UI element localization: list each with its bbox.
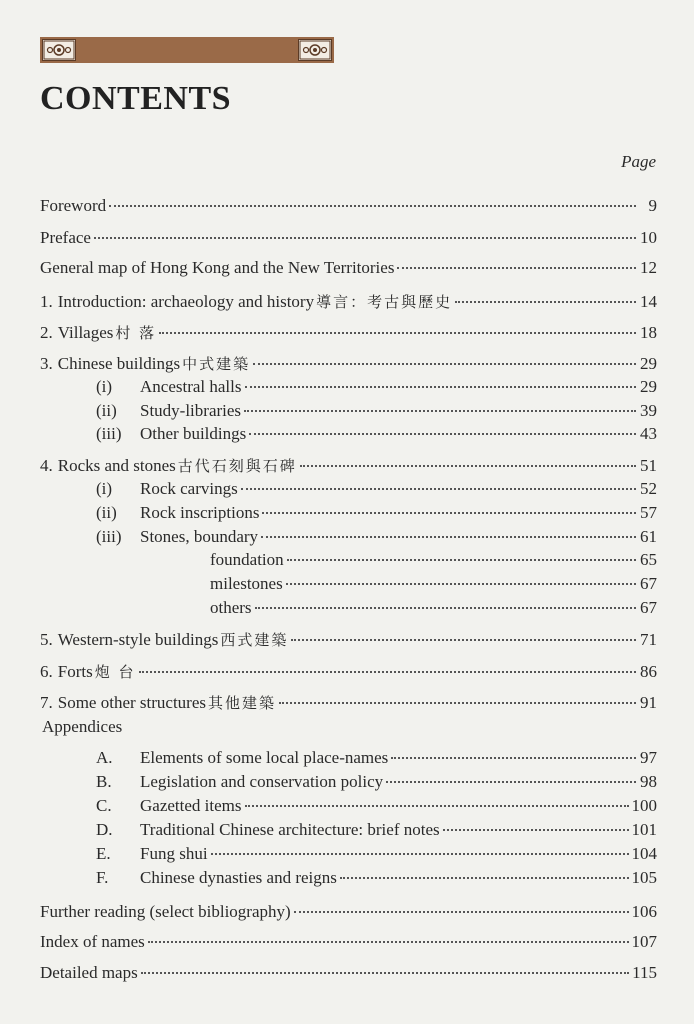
toc-entry-page: 115 (632, 963, 657, 982)
toc-entry (40, 258, 657, 278)
toc-entry-number: 1. (40, 292, 53, 311)
toc-entry-page: 29 (640, 377, 657, 396)
dot-leader (141, 972, 629, 974)
toc-entry-title: Preface (40, 228, 91, 247)
toc-entry-number: 7. (40, 693, 53, 712)
toc-entry-page: 86 (640, 662, 657, 681)
toc-entry-number: F. (96, 868, 109, 887)
ornament-icon (42, 39, 76, 61)
toc-entry (40, 963, 657, 983)
toc-entry-number: E. (96, 844, 111, 863)
toc-entry-number: 6. (40, 662, 53, 681)
toc-entry-title: Further reading (select bibliography) (40, 902, 291, 921)
toc-entry-title: Stones, boundary (140, 527, 259, 546)
toc-entry-chinese-title: 導言：考古與歷史 (316, 293, 453, 311)
toc-entry-chinese-title: 村 落 (115, 324, 157, 342)
page-title: CONTENTS (40, 80, 232, 117)
toc-entry-title: Villages (57, 323, 114, 342)
dot-leader (94, 237, 636, 239)
dot-leader (109, 205, 636, 207)
toc-entry-title: Rock inscriptions (140, 503, 260, 522)
dot-leader (340, 877, 629, 879)
toc-entry (40, 844, 657, 864)
dot-leader (386, 781, 636, 783)
toc-entry-page: 10 (640, 228, 657, 247)
toc-entry-number: (i) (96, 479, 113, 498)
toc-entry-page: 18 (640, 323, 657, 342)
ornament-icon (298, 39, 332, 61)
toc-entry-page: 43 (640, 424, 657, 443)
dot-leader (255, 607, 636, 609)
toc-entry-chinese-title: 其他建築 (208, 694, 277, 712)
toc-entry-title: Study-libraries (140, 401, 242, 420)
toc-entry-page: 52 (640, 479, 657, 498)
toc-entry (40, 424, 657, 444)
toc-entry-page: 67 (640, 574, 657, 593)
dot-leader (249, 433, 636, 435)
toc-entry (40, 455, 657, 476)
toc-entry-title: Other buildings (140, 424, 247, 443)
toc-entry (40, 322, 657, 343)
toc-entry-number: (ii) (96, 503, 117, 522)
dot-leader (241, 488, 636, 490)
toc-entry-page: 91 (640, 693, 657, 712)
dot-leader (245, 386, 637, 388)
dot-leader (397, 267, 636, 269)
toc-entry (40, 479, 657, 499)
dot-leader (253, 363, 636, 365)
toc-entry-number: (i) (96, 377, 113, 396)
dot-leader (391, 757, 636, 759)
toc-entry-page: 107 (631, 932, 657, 951)
toc-entry-number: (iii) (96, 424, 122, 443)
toc-entry-page: 104 (631, 844, 657, 863)
toc-entry-title: Gazetted items (140, 796, 242, 815)
dot-leader (279, 702, 636, 704)
toc-entry-page: 61 (640, 527, 657, 546)
toc-entry-title: Chinese buildings (57, 354, 181, 373)
toc-entry-title: others (210, 598, 252, 617)
toc-entry-title: Detailed maps (40, 963, 138, 982)
toc-entry-title: Elements of some local place-names (140, 748, 389, 767)
toc-entry (40, 527, 657, 547)
toc-entry (40, 598, 657, 618)
toc-entry (40, 291, 657, 312)
toc-entry (40, 902, 657, 922)
toc-entry (40, 772, 657, 792)
toc-entry-title: Index of names (40, 932, 145, 951)
toc-entry (40, 661, 657, 682)
dot-leader (139, 671, 637, 673)
toc-entry-title: Rock carvings (140, 479, 238, 498)
toc-entry (40, 503, 657, 523)
dot-leader (159, 332, 636, 334)
toc-entry-title: Chinese dynasties and reigns (140, 868, 337, 887)
dot-leader (455, 301, 636, 303)
toc-entry (40, 550, 657, 570)
toc-entry-page: 100 (631, 796, 657, 815)
toc-entry-title: Western-style buildings (57, 630, 219, 649)
toc-entry (40, 353, 657, 374)
toc-entry-chinese-title: 中式建築 (182, 355, 251, 373)
toc-entry-title: foundation (210, 550, 284, 569)
toc-entry-title: Ancestral halls (140, 377, 242, 396)
toc-entry (40, 820, 657, 840)
toc-entry (40, 196, 657, 216)
dot-leader (286, 583, 636, 585)
dot-leader (300, 465, 636, 467)
toc-entry-chinese-title: 炮 台 (94, 663, 136, 681)
dot-leader (294, 911, 629, 913)
toc-entry-page: 98 (640, 772, 657, 791)
dot-leader (262, 512, 636, 514)
toc-entry-number: 3. (40, 354, 53, 373)
toc-entry-number: (iii) (96, 527, 122, 546)
toc-entry-chinese-title: 古代石刻與石碑 (177, 457, 297, 475)
toc-entry (40, 748, 657, 768)
toc-entry-title: Fung shui (140, 844, 208, 863)
toc-entry-page: 12 (640, 258, 657, 277)
toc-entry-number: A. (96, 748, 113, 767)
toc-entry (40, 868, 657, 888)
toc-entry-page: 65 (640, 550, 657, 569)
toc-entry-title: Rocks and stones (57, 456, 176, 475)
toc-entry-page: 51 (640, 456, 657, 475)
toc-entry-page: 101 (631, 820, 657, 839)
toc-entry-number: 2. (40, 323, 53, 342)
toc-entry-page: 97 (640, 748, 657, 767)
toc-entry-page: 106 (631, 902, 657, 921)
toc-entry-number: 4. (40, 456, 53, 475)
dot-leader (291, 639, 636, 641)
toc-entry-page: 57 (640, 503, 657, 522)
header-banner (40, 37, 334, 63)
dot-leader (261, 536, 636, 538)
toc-entry-number: (ii) (96, 401, 117, 420)
dot-leader (148, 941, 629, 943)
dot-leader (287, 559, 636, 561)
toc-entry-title: Forts (57, 662, 93, 681)
toc-entry (40, 932, 657, 952)
dot-leader (245, 805, 629, 807)
toc-entry-number: B. (96, 772, 112, 791)
toc-entry-page: 39 (640, 401, 657, 420)
toc-entry-page: 105 (631, 868, 657, 887)
appendices-heading: Appendices (42, 717, 123, 736)
toc-entry (40, 692, 657, 713)
toc-entry-page: 67 (640, 598, 657, 617)
toc-entry-title: Traditional Chinese architecture: brief notes (140, 820, 440, 839)
toc-entry-page: 71 (640, 630, 657, 649)
dot-leader (244, 410, 636, 412)
toc-entry (40, 401, 657, 421)
toc-entry (40, 228, 657, 248)
toc-entry-page: 29 (640, 354, 657, 373)
toc-entry-title: Legislation and conservation policy (140, 772, 384, 791)
dot-leader (443, 829, 629, 831)
toc-entry (40, 796, 657, 816)
dot-leader (211, 853, 629, 855)
toc-entry (40, 629, 657, 650)
toc-entry-title: Foreword (40, 196, 107, 215)
toc-entry (40, 574, 657, 594)
toc-entry-number: C. (96, 796, 112, 815)
toc-entry-number: 5. (40, 630, 53, 649)
toc-entry-title: milestones (210, 574, 283, 593)
toc-entry (40, 377, 657, 397)
toc-entry-title: Some other structures (57, 693, 206, 712)
toc-entry-title: General map of Hong Kong and the New Territories (40, 258, 395, 277)
toc-entry-page: 14 (640, 292, 657, 311)
toc-entry-page: 9 (648, 196, 657, 215)
toc-entry-number: D. (96, 820, 113, 839)
toc-entry-chinese-title: 西式建築 (220, 631, 289, 649)
toc-entry-title: Introduction: archaeology and history (57, 292, 315, 311)
page-column-label: Page (621, 152, 656, 171)
